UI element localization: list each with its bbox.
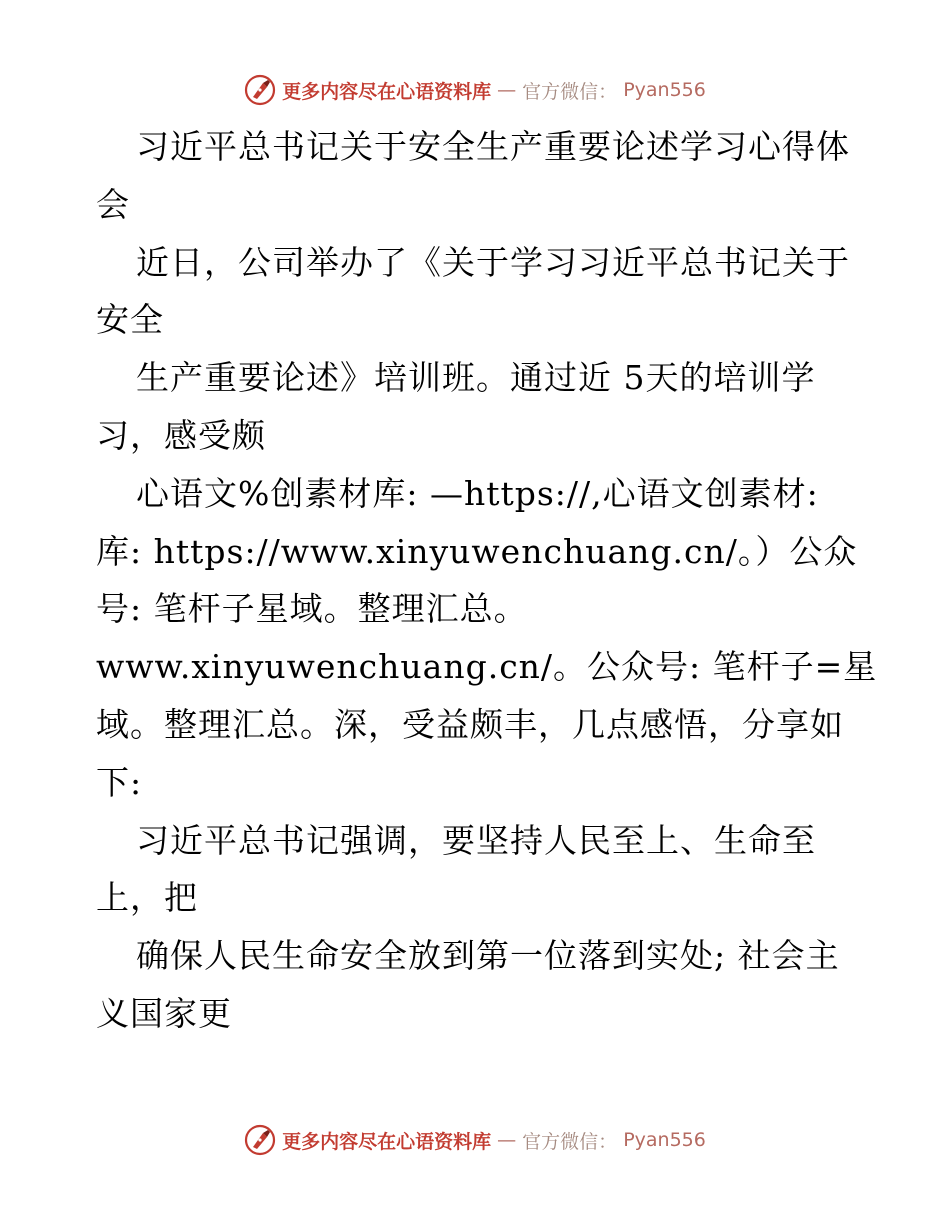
page-header (0, 70, 950, 110)
paragraph-line: 上，把 (96, 878, 198, 918)
paragraph-line: 心语文%创素材库: —https://,心语文创素材: (136, 473, 819, 513)
paragraph-line: 确保人民生命安全放到第一位落到实处; 社会主 (136, 936, 840, 976)
document-body (96, 118, 878, 1043)
header-slogan: 更多内容尽在心语资料库 (282, 80, 492, 103)
title-line-2: 会 (96, 184, 130, 224)
pen-nib-logo-icon (244, 1124, 276, 1156)
paragraph-line: 库: https://www.xinyuwenchuang.cn/。）公众 (96, 531, 858, 571)
page-footer (0, 1120, 950, 1160)
header-banner (244, 74, 706, 106)
paragraph-line: 生产重要论述》培训班。通过近 5天的培训学 (136, 358, 816, 398)
paragraph-line: 域。整理汇总。深，受益颇丰，几点感悟，分享如 (96, 704, 844, 744)
header-dash: — (497, 79, 517, 101)
footer-dash: — (497, 1129, 517, 1151)
header-wechat-id: Pyan556 (623, 79, 706, 101)
footer-wechat-id: Pyan556 (623, 1129, 706, 1151)
paragraph-line: 习，感受颇 (96, 415, 266, 455)
paragraph-line: 号: 笔杆子星域。整理汇总。 (96, 589, 528, 629)
paragraph-line: 义国家更 (96, 993, 232, 1033)
paragraph-line: 习近平总书记强调，要坚持人民至上、生命至 (136, 820, 816, 860)
footer-slogan: 更多内容尽在心语资料库 (282, 1130, 492, 1153)
paragraph-line: 安全 (96, 300, 164, 340)
header-wechat-label: 官方微信： (522, 80, 618, 103)
title-line-1: 习近平总书记关于安全生产重要论述学习心得体 (136, 127, 850, 166)
footer-wechat-label: 官方微信： (522, 1130, 618, 1153)
paragraph-line: 近日，公司举办了《关于学习习近平总书记关于 (136, 242, 850, 282)
footer-banner (244, 1124, 706, 1156)
paragraph-line: 下: (96, 762, 143, 802)
pen-nib-logo-icon (244, 74, 276, 106)
paragraph-line: www.xinyuwenchuang.cn/。公众号: 笔杆子=星 (96, 647, 878, 687)
